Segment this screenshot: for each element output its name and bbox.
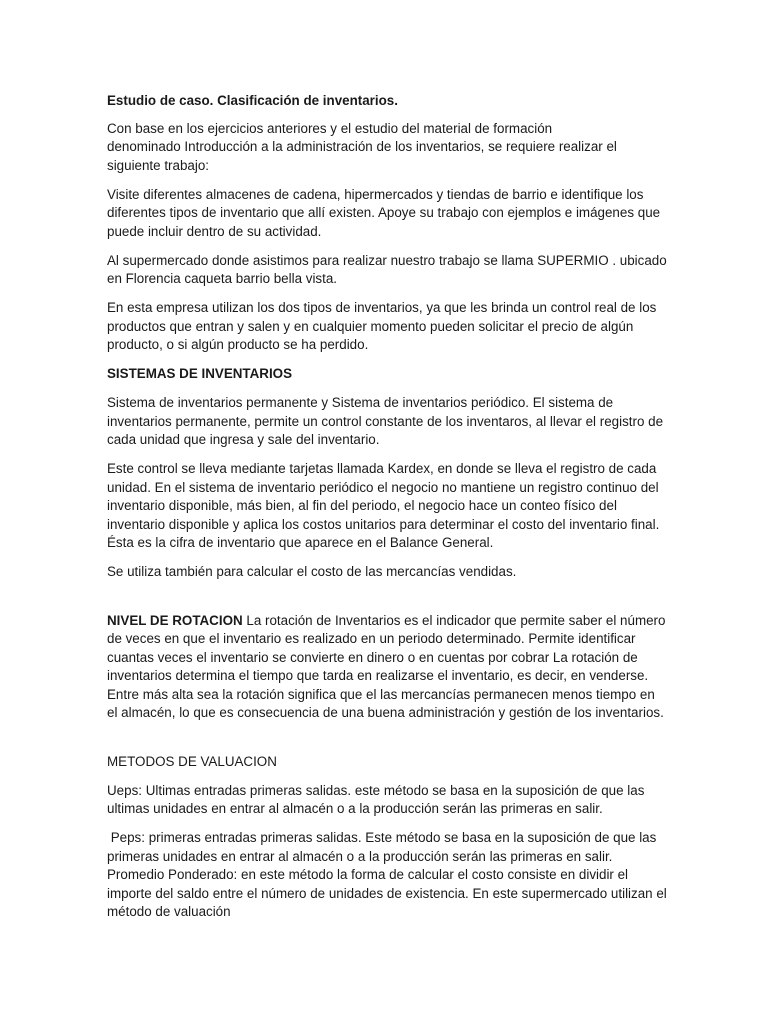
rotation-heading: NIVEL DE ROTACION <box>107 612 243 628</box>
methods-heading: METODOS DE VALUACION <box>107 753 277 769</box>
systems-paragraph-3: Se utiliza también para calcular el costo de las mercancías vendidas. <box>107 564 517 579</box>
ueps-paragraph: Ueps: Ultimas entradas primeras salidas. este método se basa en la suposición de que las ultimas unidades en entrar al almacén o a la producción serán las primeras en salir. <box>107 782 645 816</box>
supermarket-paragraph: Al supermercado donde asistimos para realizar nuestro trabajo se llama SUPERMIO . ubicado en Florencia caqueta barrio bella vista. <box>107 252 667 286</box>
peps-paragraph: Peps: primeras entradas primeras salidas. Este método se basa en la suposición de que las primeras unidades en entrar al almacén o a la producción serán las primeras en salir. Promedio Ponderado: en este método la forma de calcular el costo consiste en dividir el importe del saldo entre el número de unidades de existencia. En este supermercado utilizan el método de valuación <box>107 830 671 919</box>
rotation-paragraph <box>107 612 667 723</box>
company-paragraph: En esta empresa utilizan los dos tipos de inventarios, ya que les brinda un control real de los productos que entran y salen y en cualquier momento pueden solicitar el precio de algún producto, o si algún producto se ha perdido. <box>107 300 657 352</box>
intro-line-2: denominado Introducción a la administración de los inventarios, se requiere realizar el siguiente trabajo: <box>107 139 617 173</box>
document-title: Estudio de caso. Clasificación de inventarios. <box>107 93 398 108</box>
systems-heading: SISTEMAS DE INVENTARIOS <box>107 366 293 381</box>
document-body <box>107 92 671 932</box>
systems-paragraph-1: Sistema de inventarios permanente y Sistema de inventarios periódico. El sistema de inventarios permanente, permite un control constante de los inventaros, al llevar el registro de cada unidad que ingresa y sale del inventario. <box>107 395 664 447</box>
intro-line-1: Con base en los ejercicios anteriores y el estudio del material de formación <box>107 120 553 136</box>
systems-paragraph-2: Este control se lleva mediante tarjetas llamada Kardex, en donde se lleva el registro de cada unidad. En el sistema de inventario periódico el negocio no mantiene un registro continuo del inventario disponible, más bien, al fin del periodo, el negocio hace un conteo físico del inventario disponible y aplica los costos unitarios para determinar el costo del inventario final. Ésta es la cifra de inventario que aparece en el Balance General. <box>107 461 660 550</box>
task-paragraph: Visite diferentes almacenes de cadena, hipermercados y tiendas de barrio e identifique los diferentes tipos de inventario que allí existen. Apoye su trabajo con ejemplos e imágenes que puede incluir dentro de su actividad. <box>107 186 661 239</box>
intro-paragraph <box>107 120 667 176</box>
rotation-text: La rotación de Inventarios es el indicador que permite saber el número de veces en que el inventario es realizado en un periodo determinado. Permite identificar cuantas veces el inventario se convierte en dinero o en cuentas por cobrar La rotación de inventarios determina el tiempo que tarda en realizarse el inventario, es decir, en venderse. Entre más alta sea la rotación significa que el las mercancías permanecen menos tiempo en el almacén, lo que es consecuencia de una buena administración y gestión de los inventarios. <box>107 612 666 720</box>
